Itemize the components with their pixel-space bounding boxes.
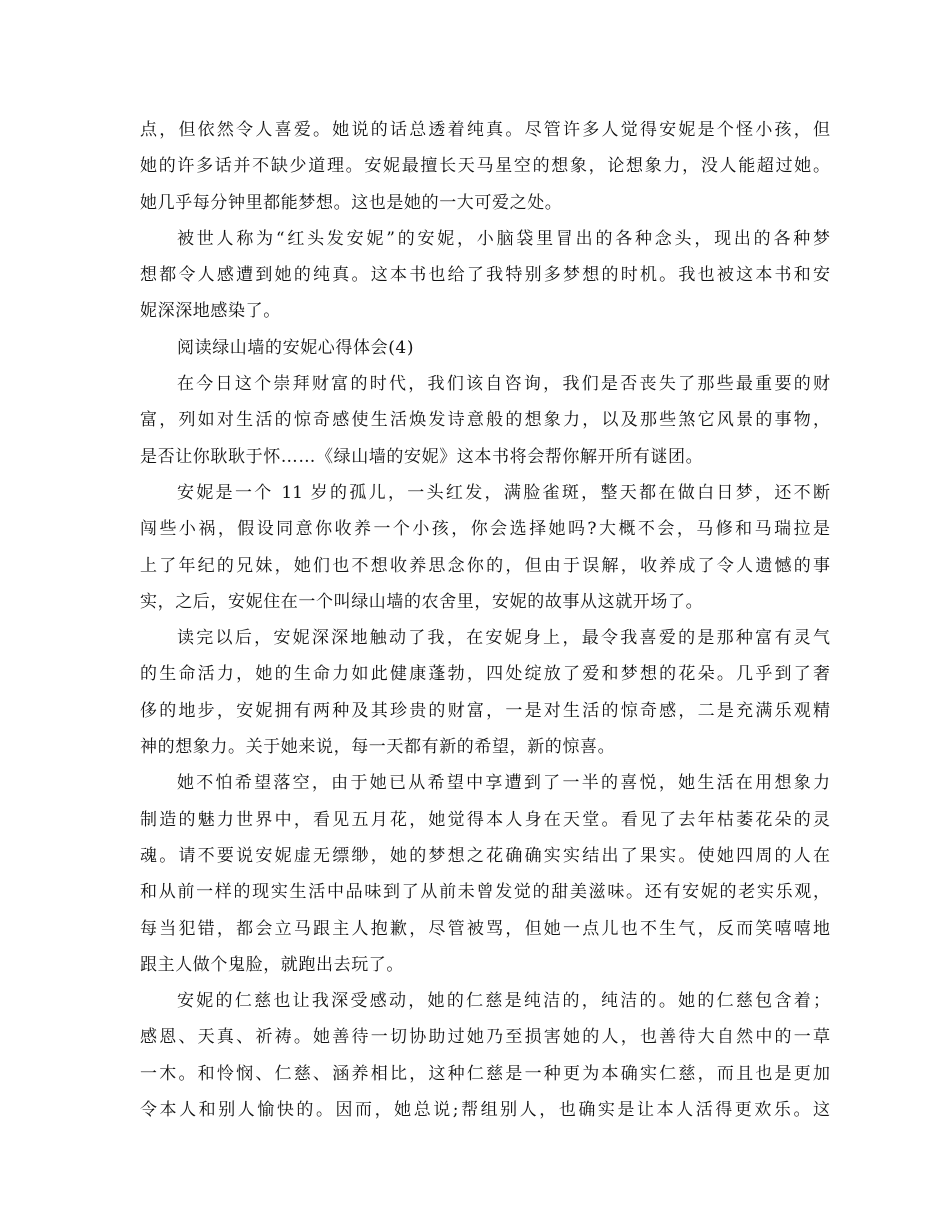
text-line: 令本人和别人愉快的。因而，她总说;帮组别人，也确实是让本人活得更欢乐。这 [140,1100,830,1121]
text-line: 读完以后，安妮深深地触动了我，在安妮身上，最令我喜爱的是那种富有灵气 [177,628,830,649]
text-line: 安妮的仁慈也让我深受感动，她的仁慈是纯洁的，纯洁的。她的仁慈包含着； [177,991,830,1012]
text-line: 闯些小祸，假设同意你收养一个小孩，你会选择她吗?大概不会，马修和马瑞拉是 [140,519,830,540]
text-line: 点，但依然令人喜爱。她说的话总透着纯真。尽管许多人觉得安妮是个怪小孩，但 [140,120,830,140]
text-line: 她几乎每分钟里都能梦想。这也是她的一大可爱之处。 [140,192,563,213]
text-line: 魂。请不要说安妮虚无缥缈，她的梦想之花确确实实结出了果实。使她四周的人在 [140,845,830,866]
text-line: 阅读绿山墙的安妮心得体会(4) [177,337,415,358]
text-line: 感恩、天真、祈祷。她善待一切协助过她乃至损害她的人，也善待大自然中的一草 [140,1027,830,1048]
text-line: 她的许多话并不缺少道理。安妮最擅长天马星空的想象，论想象力，没人能超过她。 [140,156,830,177]
text-line: 被世人称为“红头发安妮”的安妮，小脑袋里冒出的各种念头，现出的各种梦 [177,228,830,249]
document-body-text [140,112,830,1128]
text-line: 侈的地步，安妮拥有两种及其珍贵的财富，一是对生活的惊奇感，二是充满乐观精 [140,700,830,721]
text-line: 上了年纪的兄妹，她们也不想收养思念你的，但由于误解，收养成了令人遗憾的事 [140,555,830,576]
text-line: 的生命活力，她的生命力如此健康蓬勃，四处绽放了爱和梦想的花朵。几乎到了奢 [140,664,830,685]
text-line: 是否让你耿耿于怀……《绿山墙的安妮》这本书将会帮你解开所有谜团。 [140,446,704,467]
text-line: 制造的魅力世界中，看见五月花，她觉得本人身在天堂。看见了去年枯萎花朵的灵 [140,809,830,830]
text-line: 每当犯错，都会立马跟主人抱歉，尽管被骂，但她一点儿也不生气，反而笑嘻嘻地 [140,918,830,939]
text-line: 妮深深地感染了。 [140,301,281,322]
text-line: 实，之后，安妮住在一个叫绿山墙的农舍里，安妮的故事从这就开场了。 [140,591,704,612]
text-line: 富，列如对生活的惊奇感使生活焕发诗意般的想象力，以及那些煞它风景的事物， [140,410,830,431]
text-line: 想都令人感遭到她的纯真。这本书也给了我特别多梦想的时机。我也被这本书和安 [140,265,830,286]
text-line: 跟主人做个鬼脸，就跑出去玩了。 [140,954,404,975]
text-line: 在今日这个崇拜财富的时代，我们该自咨询，我们是否丧失了那些最重要的财 [177,374,830,395]
text-line: 她不怕希望落空，由于她已从希望中享遭到了一半的喜悦，她生活在用想象力 [177,773,830,794]
text-line: 一木。和怜悯、仁慈、涵养相比，这种仁慈是一种更为本确实仁慈，而且也是更加 [140,1063,830,1084]
text-line: 神的想象力。关于她来说，每一天都有新的希望，新的惊喜。 [140,737,616,758]
text-line: 安妮是一个 11 岁的孤儿，一头红发，满脸雀斑，整天都在做白日梦，还不断 [177,482,830,503]
text-line: 和从前一样的现实生活中品味到了从前未曾发觉的甜美滋味。还有安妮的老实乐观， [140,882,830,903]
